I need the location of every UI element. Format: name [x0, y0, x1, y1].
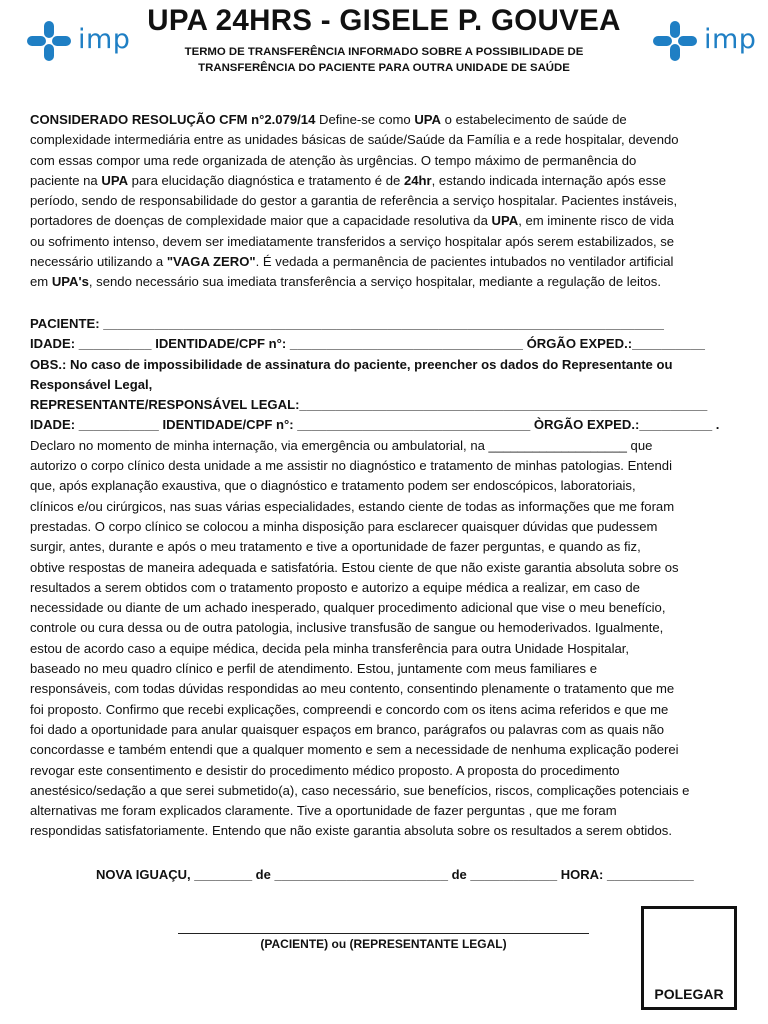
imp-logo-left: [26, 20, 130, 62]
declaration-line: alternativas me foram explicados claramente. Tive a oportunidade de fazer perguntas , que me foram: [30, 803, 617, 819]
date-place-line[interactable]: NOVA IGUAÇU, ________ de ________________________ de ____________ HORA: ____________: [96, 867, 694, 882]
intro-line: complexidade intermediária entre as unidades básicas de saúde/Saúde da Família e a rede hospitalar, devendo: [30, 132, 679, 148]
declaration-line: foi dado a oportunidade para anular quaisquer espaços em branco, parágrafos ou palavras com as quais não: [30, 721, 665, 737]
declaration-line: anestésico/sedação a que serei submetido(a), caso necessário, sue benefícios, riscos, complicações potenciais e: [30, 782, 690, 798]
declaration-line: obtive respostas de maneira adequada e satisfatória. Estou ciente de que não existe garantia absoluta sobre os: [30, 559, 679, 575]
subtitle-line: TERMO DE TRANSFERÊNCIA INFORMADO SOBRE A POSSIBILIDADE DE: [184, 46, 584, 58]
logo-text: imp: [704, 23, 757, 55]
intro-line: [30, 272, 744, 292]
imp-logo-right: [652, 20, 756, 62]
text-segment: paciente na: [30, 172, 102, 188]
text-segment: UPA: [101, 172, 129, 188]
text-segment: CONSIDERADO RESOLUÇÃO CFM n°2.079/14: [30, 112, 316, 127]
signature-line[interactable]: [178, 933, 589, 934]
subtitle-line: TRANSFERÊNCIA DO PACIENTE PARA OUTRA UNIDADE DE SAÚDE: [198, 62, 570, 74]
form-section: [30, 314, 744, 842]
declaration-line: necessidade ou diante de um achado inesperado, qualquer procedimento adicional que vise o meu benefício,: [30, 600, 666, 616]
intro-paragraph: [30, 110, 744, 293]
patient-field[interactable]: PACIENTE: _____________________________________________________________________________: [30, 316, 664, 331]
declaration-paragraph: [30, 436, 744, 842]
text-segment: . É vedada a permanência de pacientes intubados no ventilador artificial: [255, 254, 674, 270]
text-segment: , em iminente risco de vida: [518, 213, 674, 229]
declaration-line: surgir, antes, durante e após o meu tratamento e tive a oportunidade de fazer perguntas, e quando as fiz,: [30, 539, 641, 555]
text-segment: UPA's: [51, 274, 89, 290]
declaration-line: respondidas satisfatoriamente. Entendo que não existe garantia absoluta sobre os resultados a serem obtidos.: [30, 823, 672, 839]
text-segment: , sendo necessário sua imediata transferência a serviço hospitalar, mediante a regulação de leitos.: [88, 274, 661, 290]
text-segment: "VAGA ZERO": [166, 254, 256, 270]
intro-line: período, sendo de responsabilidade do gestor a garantia de referência a serviço hospitalar. Pacientes instáveis,: [30, 193, 678, 209]
declaration-line: controle ou cura dessa ou de outra patologia, inclusive transfusão de sangue ou hemoderivados. Igualmente,: [30, 620, 664, 636]
declaration-line: estou de acordo caso a equipe médica, decida pela minha transferência para outra Unidade Hospitalar,: [30, 640, 630, 656]
thumbprint-label: POLEGAR: [654, 986, 724, 1002]
obs-note: Responsável Legal,: [30, 376, 153, 392]
intro-line: [30, 211, 744, 231]
declaration-line: clínicos e/ou cirúrgicos, nas suas várias especialidades, estando ciente de todas as informações que me foram: [30, 498, 675, 514]
medical-cross-icon: [652, 20, 698, 62]
text-segment: 24hr: [403, 172, 432, 188]
text-segment: UPA: [414, 112, 442, 127]
obs-note: OBS.: No caso de impossibilidade de assinatura do paciente, preencher os dados do Representante ou: [30, 356, 673, 372]
text-segment: necessário utilizando a: [30, 254, 167, 270]
logo-text: imp: [78, 23, 131, 55]
intro-line: [30, 252, 744, 272]
text-segment: em: [30, 274, 52, 290]
intro-line: [30, 110, 744, 130]
representative-field[interactable]: REPRESENTANTE/RESPONSÁVEL LEGAL:________________________________________________________: [30, 397, 708, 413]
text-segment: para elucidação diagnóstica e tratamento é de: [128, 172, 404, 188]
declaration-line: responsáveis, com todas dúvidas respondidas ao meu contento, consentindo plenamente o tratamento que me: [30, 681, 675, 697]
age-id-field[interactable]: IDADE: __________ IDENTIDADE/CPF n°: ________________________________ ÓRGÃO EXPED.:__________: [30, 336, 705, 352]
declaration-line: autorizo o corpo clínico desta unidade a me assistir no diagnóstico e tratamento de minhas patologias. Entendi: [30, 458, 672, 474]
medical-cross-icon: [26, 20, 72, 62]
thumbprint-box[interactable]: [641, 906, 737, 1010]
declaration-line: resultados a serem obtidos com o tratamento proposto e autorizo a equipe médica a realizar, em caso de: [30, 579, 640, 595]
text-segment: , estando indicada internação após esse: [431, 172, 667, 188]
text-segment: UPA: [491, 213, 519, 229]
text-segment: portadores de doenças de complexidade maior que a capacidade resolutiva da: [30, 213, 492, 229]
declaration-line: baseado no meu quadro clínico e perfil de atendimento. Estou, juntamente com meus familiares e: [30, 661, 597, 677]
text-segment: Define-se como: [315, 112, 415, 127]
intro-line: com essas compor uma rede organizada de atenção às urgências. O tempo máximo de permanência do: [30, 152, 637, 168]
intro-line: ou sofrimento intenso, devem ser imediatamente transferidos a serviço hospitalar após serem estabilizados, se: [30, 233, 675, 249]
declaration-line: Declaro no momento de minha internação, via emergência ou ambulatorial, na ___________________ que: [30, 437, 653, 453]
signature-label: (PACIENTE) ou (REPRESENTANTE LEGAL): [260, 937, 507, 951]
document-subtitle: [120, 44, 648, 76]
declaration-line: concordasse e também entendi que a qualquer momento e sem a necessidade de nenhuma explicação poderei: [30, 742, 679, 758]
representative-age-id-field[interactable]: IDADE: ___________ IDENTIDADE/CPF n°: ________________________________ ÒRGÃO EXPED.:__________ .: [30, 417, 720, 433]
declaration-line: que, após explanação exaustiva, que o diagnóstico e tratamento podem ser endoscópicos, laboratoriais,: [30, 478, 636, 494]
intro-line: [30, 171, 744, 191]
document-title: UPA 24HRS - GISELE P. GOUVEA: [147, 4, 621, 37]
text-segment: o estabelecimento de saúde de: [441, 112, 627, 127]
declaration-line: revogar este consentimento e desistir do procedimento médico proposto. A proposta do procedimento: [30, 762, 620, 778]
declaration-line: foi proposto. Confirmo que recebi explicações, compreendi e concordo com os itens acima referidos e que me: [30, 701, 669, 717]
declaration-line: prestadas. O corpo clínico se colocou a minha disposição para esclarecer quaisquer dúvidas que pudessem: [30, 518, 658, 534]
